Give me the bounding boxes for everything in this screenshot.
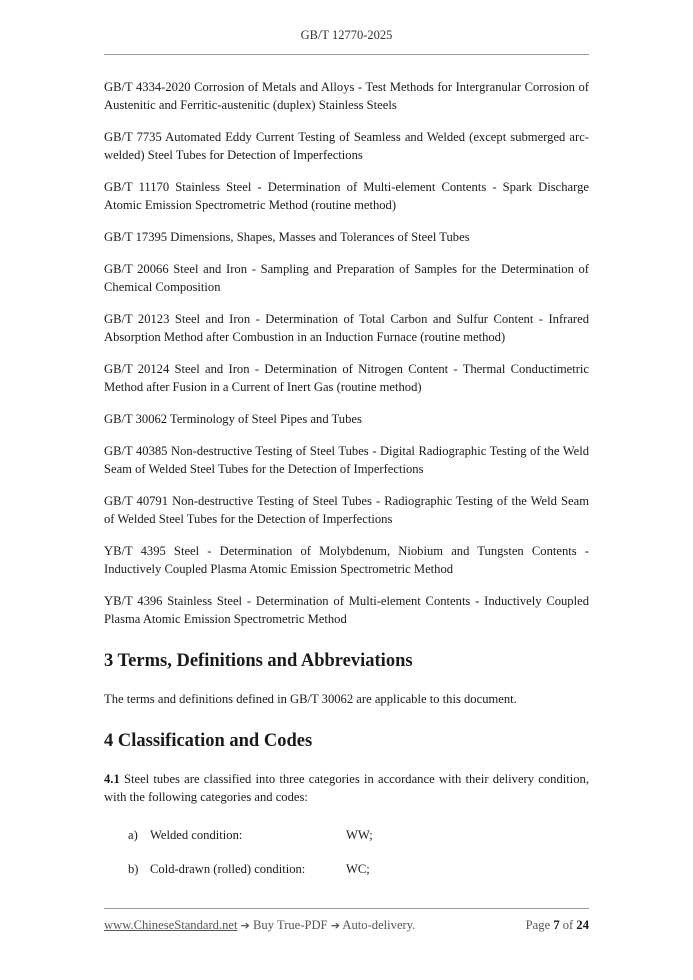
reference-item: GB/T 40385 Non-destructive Testing of Steel Tubes - Digital Radiographic Testing of the Weld Seam of Welded Steel Tubes for the Detection of Imperfections [104, 444, 589, 476]
reference-item: GB/T 20066 Steel and Iron - Sampling and Preparation of Samples for the Determination of Chemical Composition [104, 262, 589, 294]
footer-links [104, 918, 415, 933]
reference-item: GB/T 11170 Stainless Steel - Determination of Multi-element Contents - Spark Discharge Atomic Emission Spectrometric Method (routine method) [104, 180, 589, 212]
arrow-right-icon: ➔ [330, 919, 340, 932]
clause-number: 4.1 [104, 772, 120, 786]
document-id: GB/T 12770-2025 [300, 28, 393, 42]
reference-item: GB/T 20124 Steel and Iron - Determination of Nitrogen Content - Thermal Conductimetric Method after Fusion in a Current of Inert Gas (routine method) [104, 362, 589, 394]
auto-delivery-text: Auto-delivery. [339, 918, 416, 932]
list-item [104, 860, 589, 878]
list-item-letter: a) [128, 828, 138, 842]
list-item-letter: b) [128, 862, 139, 876]
reference-item: YB/T 4396 Stainless Steel - Determination of Multi-element Contents - Inductively Coupled Plasma Atomic Emission Spectrometric Method [104, 594, 589, 626]
list-item-label: Cold-drawn (rolled) condition: [150, 862, 306, 876]
reference-item: GB/T 40791 Non-destructive Testing of Steel Tubes - Radiographic Testing of the Weld Seam of Welded Steel Tubes for the Detection of Imperfections [104, 494, 589, 526]
clause-text: Steel tubes are classified into three categories in accordance with their delivery condition, with the following categories and codes: [104, 772, 589, 804]
header-divider [104, 54, 589, 55]
reference-item: GB/T 17395 Dimensions, Shapes, Masses and Tolerances of Steel Tubes [104, 230, 470, 244]
footer-divider [104, 908, 589, 909]
page-content [104, 78, 589, 894]
reference-item: GB/T 30062 Terminology of Steel Pipes and Tubes [104, 412, 362, 426]
list-item-label: Welded condition: [150, 828, 243, 842]
list-item-code: WC; [346, 862, 370, 876]
of-word: of [559, 918, 577, 932]
section-3-heading: 3 Terms, Definitions and Abbreviations [104, 651, 413, 671]
section-3-text: The terms and definitions defined in GB/T 30062 are applicable to this document. [104, 692, 517, 706]
page-indicator [526, 918, 589, 933]
section-4-heading: 4 Classification and Codes [104, 731, 313, 751]
page-footer [104, 918, 589, 933]
buy-pdf-text: Buy True-PDF [249, 918, 331, 932]
page-word: Page [525, 918, 554, 932]
reference-item: GB/T 4334-2020 Corrosion of Metals and Alloys - Test Methods for Intergranular Corrosion of Austenitic and Ferritic-austenitic (duplex) Stainless Steels [104, 80, 589, 112]
clause-4-1 [104, 770, 589, 806]
reference-item: GB/T 20123 Steel and Iron - Determination of Total Carbon and Sulfur Content - Infrared Absorption Method after Combustion in an Induction Furnace (routine method) [104, 312, 589, 344]
page-total: 24 [576, 918, 589, 932]
normative-references-list [104, 78, 589, 628]
page-header [0, 28, 693, 43]
page-number: 7 [553, 918, 560, 932]
reference-item: GB/T 7735 Automated Eddy Current Testing of Seamless and Welded (except submerged arc-welded) Steel Tubes for Detection of Imperfections [104, 130, 589, 162]
reference-item: YB/T 4395 Steel - Determination of Molybdenum, Niobium and Tungsten Contents - Inductively Coupled Plasma Atomic Emission Spectrometric Method [104, 544, 589, 576]
site-link[interactable]: www.ChineseStandard.net [104, 918, 238, 932]
list-item [104, 826, 589, 844]
arrow-right-icon: ➔ [240, 919, 250, 932]
list-item-code: WW; [346, 828, 373, 842]
